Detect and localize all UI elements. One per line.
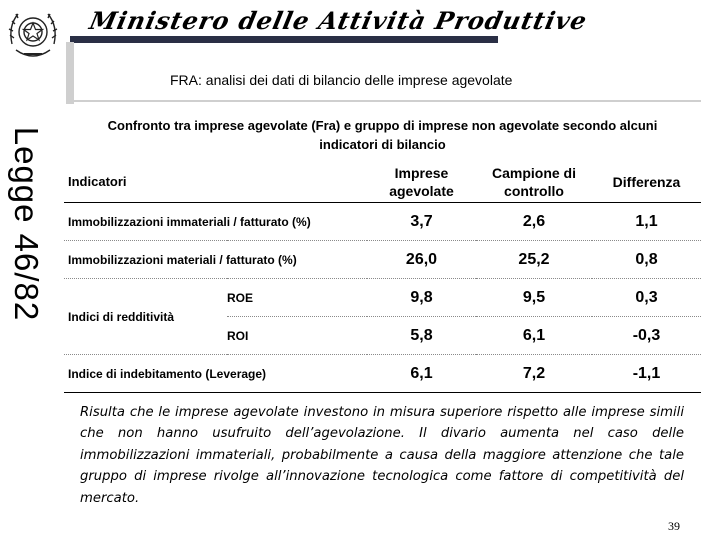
cell-campione-controllo: 9,5 (476, 279, 592, 317)
row-group-label: Indici di redditività (64, 279, 227, 355)
header-col2-line2: controllo (504, 182, 564, 199)
table-caption-line1: Confronto tra imprese agevolate (Fra) e gruppo di imprese non agevolate secondo alcuni (107, 118, 658, 133)
header-col3: Differenza (592, 161, 701, 203)
table-row (64, 279, 701, 317)
row-sub-label: ROI (227, 317, 367, 355)
row-sub-label: ROE (227, 279, 367, 317)
slide-subtitle: FRA: analisi dei dati di bilancio delle imprese agevolate (170, 72, 513, 88)
table-row (64, 241, 701, 279)
cell-differenza: 1,1 (592, 203, 701, 241)
table-caption-line2: indicatori di bilancio (319, 137, 446, 152)
header-col1 (367, 161, 476, 203)
vertical-law-title (8, 100, 44, 348)
header-indicator: Indicatori (64, 161, 367, 203)
table-row (64, 355, 701, 393)
cell-differenza: -1,1 (592, 355, 701, 393)
header-col2 (476, 161, 592, 203)
table-caption (64, 116, 701, 154)
cell-imprese-agevolate: 9,8 (367, 279, 476, 317)
left-accent-bar (66, 42, 74, 104)
cell-campione-controllo: 6,1 (476, 317, 592, 355)
cell-campione-controllo: 2,6 (476, 203, 592, 241)
header-col1-line1: Imprese (394, 164, 449, 181)
header-divider (66, 100, 701, 102)
cell-imprese-agevolate: 6,1 (367, 355, 476, 393)
cell-campione-controllo: 7,2 (476, 355, 592, 393)
vertical-law-title-text: Legge 46/82 (8, 126, 45, 322)
cell-differenza: -0,3 (592, 317, 701, 355)
table-row (64, 203, 701, 241)
italian-republic-emblem-icon (4, 4, 62, 66)
commentary-paragraph: Risulta che le imprese agevolate investono in misura superiore rispetto alle imprese simili che non hanno usufruito dell’agevolazione. Il divario aumenta nel caso delle immobilizzazioni immateriali, probabilmente a causa della maggiore attenzione che tale gruppo di imprese rivolge all’innovazione tecnologica come fattore di competitività del mercato. (80, 405, 684, 506)
header-col2-line1: Campione di (491, 164, 576, 181)
header-bar (70, 36, 498, 43)
comparison-table-box (64, 108, 701, 384)
cell-imprese-agevolate: 26,0 (367, 241, 476, 279)
cell-campione-controllo: 25,2 (476, 241, 592, 279)
cell-imprese-agevolate: 5,8 (367, 317, 476, 355)
header-col1-line2: agevolate (389, 182, 454, 199)
row-label: Indice di indebitamento (Leverage) (64, 355, 367, 393)
cell-differenza: 0,3 (592, 279, 701, 317)
cell-differenza: 0,8 (592, 241, 701, 279)
cell-imprese-agevolate: 3,7 (367, 203, 476, 241)
row-label: Immobilizzazioni materiali / fatturato (%) (64, 241, 367, 279)
comparison-table (64, 161, 701, 393)
page-number: 39 (668, 519, 680, 533)
row-label: Immobilizzazioni immateriali / fatturato (%) (64, 203, 367, 241)
ministry-title: Ministero delle Attività Produttive (86, 6, 591, 35)
table-header-row (64, 161, 701, 203)
